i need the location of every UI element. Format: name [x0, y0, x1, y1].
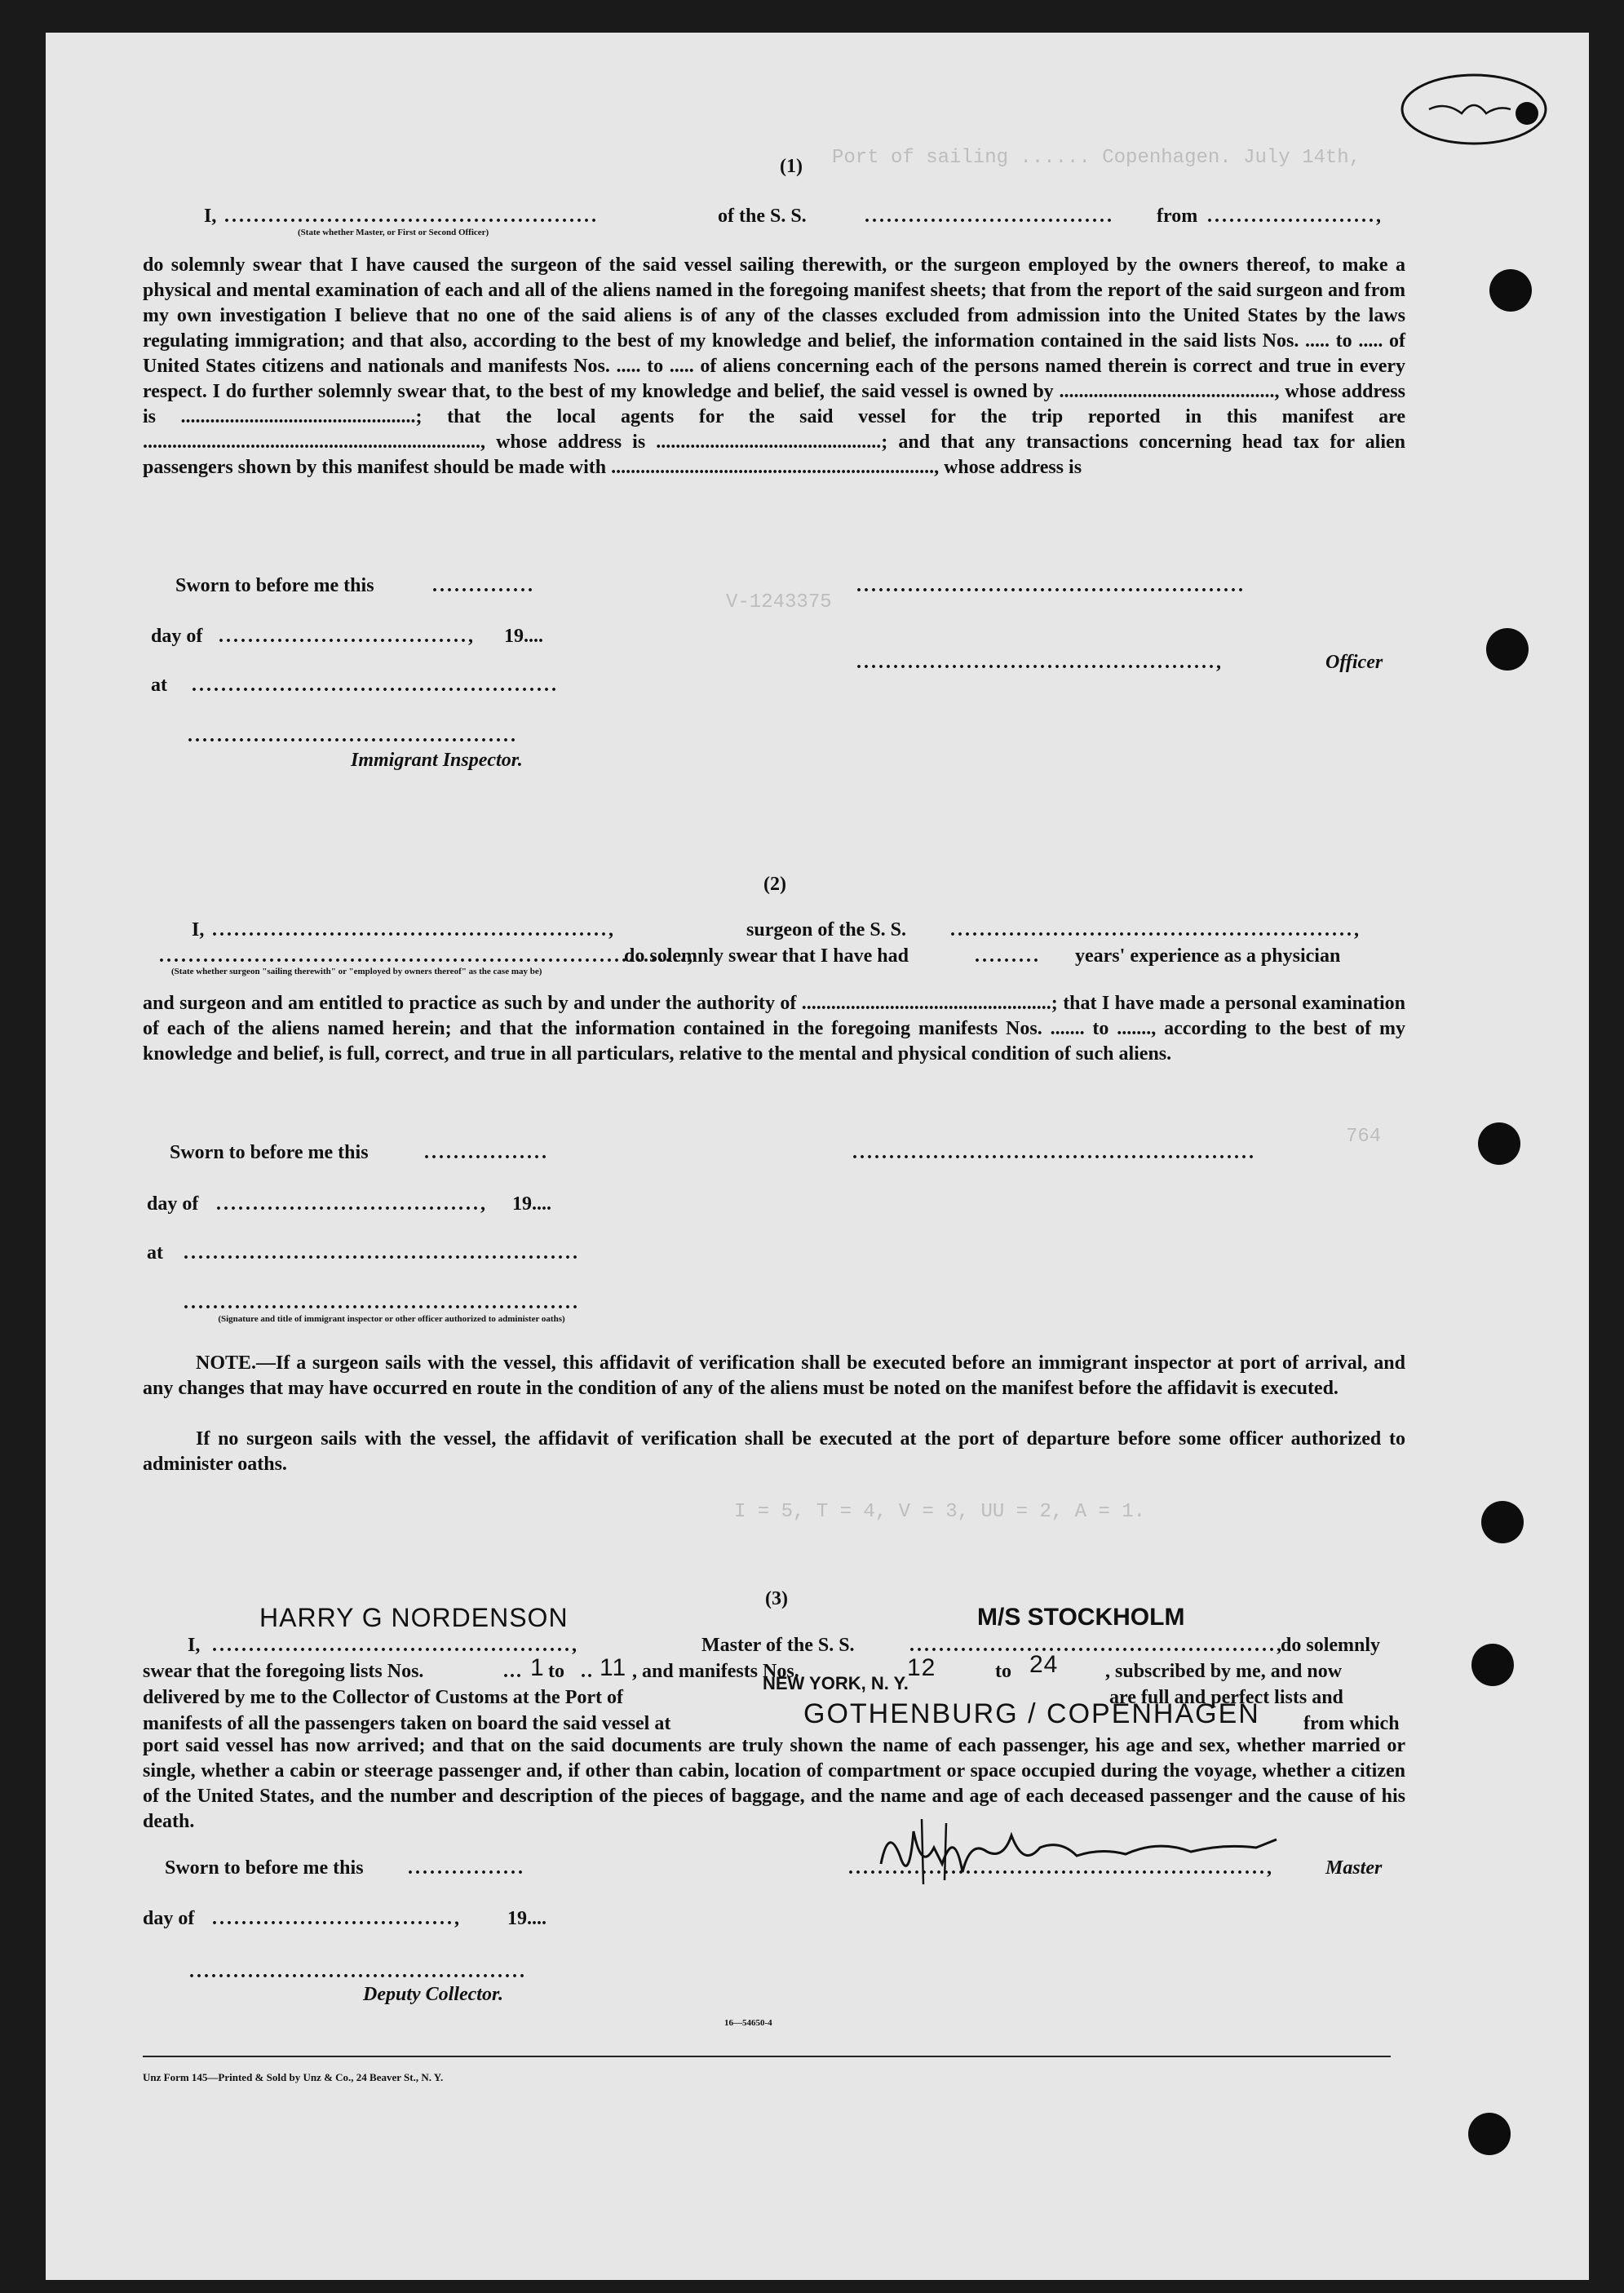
punch-hole: [1478, 1122, 1520, 1165]
manifests-from-handwritten: 12: [907, 1654, 936, 1681]
master-label: Master: [1325, 1857, 1383, 1879]
note-text: —If a surgeon sails with the vessel, this affidavit of verification shall be executed before an immigrant inspector at port of arrival, and any changes that may have occurred en route in the condition of any of the aliens must be noted on the manifest before the affidavit is executed.: [143, 1352, 1405, 1399]
to-label: to: [548, 1661, 564, 1682]
port-of-arrival: NEW YORK, N. Y.: [763, 1673, 909, 1693]
punch-hole: [1471, 1644, 1514, 1686]
dotted-line: .................................................,: [856, 652, 1224, 673]
dotted-line: .........: [975, 945, 1041, 967]
dotted-line: .................: [424, 1142, 549, 1163]
inspector-signature-line: .............................................: [188, 725, 518, 746]
officer-label: Officer: [1325, 652, 1383, 673]
dotted-line: ......................................................: [184, 1242, 580, 1264]
note-2-paragraph: If no surgeon sails with the vessel, the affidavit of verification shall be executed at the port of departure before some officer authorized to administer oaths.: [143, 1428, 1405, 1475]
manifests-to-handwritten: 24: [1029, 1651, 1059, 1678]
dotted-line: ................: [408, 1857, 525, 1879]
footer-rule: [143, 2056, 1391, 2057]
note-paragraph: [143, 1351, 1405, 1401]
to-label: to: [995, 1661, 1011, 1682]
section-3-oath-paragraph: port said vessel has now arrived; and that on the said documents are truly shown the name of each passenger, his age and sex, whether married or single, whether a cabin or steerage passenger and, if other than cabin, location of compartment or space occupied during the voyage, whether a citizen of the United States, and the number and description of the pieces of baggage, and the name and age of each deceased passenger and the cause of his death.: [143, 1735, 1405, 1832]
section-2-day-label: day of: [147, 1193, 199, 1215]
master-name-handwritten: HARRY G NORDENSON: [259, 1603, 569, 1632]
surgeon-swear-text: do solemnly swear that I have had: [624, 945, 909, 967]
punch-hole: [1486, 628, 1529, 671]
collector-signature-line: ..............................................: [189, 1961, 527, 1982]
section-3-i: I,: [188, 1635, 201, 1656]
section-3-year: 19....: [507, 1908, 546, 1929]
form-code: 16—54650-4: [724, 2018, 772, 2028]
section-1-number: (1): [780, 156, 803, 177]
punch-hole: [1489, 269, 1532, 312]
bleed-through-text: I = 5, T = 4, V = 3, UU = 2, A = 1.: [734, 1501, 1146, 1523]
dotted-line: ........................................................................,: [159, 945, 695, 967]
dotted-line: ..............: [432, 575, 535, 596]
dotted-line: ......................................................,: [212, 919, 616, 941]
from-which-text: from which: [1303, 1713, 1400, 1734]
officer-note: (State whether Master, or First or Second Officer): [298, 228, 489, 237]
section-2-number: (2): [763, 874, 786, 895]
inspector-signature-line-2: ......................................................: [184, 1292, 580, 1313]
dotted-line: ...................................................: [224, 206, 599, 227]
signature-title-note: (Signature and title of immigrant inspector or other officer authorized to administer oaths): [218, 1314, 565, 1324]
section-1-i: I,: [204, 206, 217, 227]
delivered-text: delivered by me to the Collector of Customs at the Port of: [143, 1687, 623, 1708]
circled-mark-icon: [1396, 69, 1551, 150]
master-signature: [865, 1815, 1289, 1888]
dotted-line: ..................................................,: [909, 1635, 1284, 1656]
section-2-sworn-label: Sworn to before me this: [170, 1142, 369, 1163]
deputy-collector-label: Deputy Collector.: [363, 1984, 503, 2005]
lists-to-handwritten: 11: [600, 1654, 627, 1681]
dotted-line: ..................................................: [192, 675, 559, 696]
surgeon-experience-text: years' experience as a physician: [1075, 945, 1341, 967]
section-3-day-label: day of: [143, 1908, 195, 1929]
swear-lists-text: swear that the foregoing lists Nos.: [143, 1661, 424, 1682]
port-of-departure: GOTHENBURG / COPENHAGEN: [803, 1698, 1260, 1729]
section-2-at-label: at: [147, 1242, 163, 1264]
full-perfect-text: are full and perfect lists and: [1109, 1687, 1343, 1708]
master-signature-line: .........................................................,: [848, 1857, 1274, 1879]
dotted-line: .......................,: [1207, 206, 1383, 227]
section-1-day-label: day of: [151, 626, 203, 647]
section-3-number: (3): [765, 1588, 788, 1609]
section-3-sworn-label: Sworn to before me this: [165, 1857, 364, 1879]
officer-signature-line: .....................................................: [856, 575, 1246, 596]
subscribed-text: , subscribed by me, and now: [1105, 1661, 1343, 1682]
bleed-through-text: Port of sailing ...... Copenhagen. July 14th,: [832, 147, 1361, 169]
bleed-through-text: V-1243375: [726, 591, 832, 613]
printer-line: Unz Form 145—Printed & Sold by Unz & Co., 24 Beaver St., N. Y.: [143, 2071, 444, 2083]
section-1-sworn-label: Sworn to before me this: [175, 575, 374, 596]
dotted-line: .......................................................,: [950, 919, 1361, 941]
section-2-oath-paragraph: and surgeon and am entitled to practice as such by and under the authority of ...................................................; that I have made a personal examination of each of the aliens named herein; and that the information contained in the foregoing manifests Nos. ....... to ......., according to the best of my knowledge and belief, is full, correct, and true in all particulars, relative to the mental and physical condition of such aliens.: [143, 993, 1405, 1065]
surgeon-signature-line: .......................................................: [852, 1142, 1256, 1163]
section-1-ship-label: of the S. S.: [718, 206, 807, 227]
note-label: NOTE.: [196, 1352, 257, 1374]
and-manifests-text: , and manifests Nos.: [632, 1661, 799, 1682]
manifests-all-text: manifests of all the passengers taken on board the said vessel at: [143, 1713, 671, 1734]
dotted-line: ...: [503, 1661, 523, 1682]
section-1-oath-paragraph: do solemnly swear that I have caused the surgeon of the said vessel sailing therewith, or the surgeon employed by the owners thereof, to make a physical and mental examination of each and all of the aliens named in the foregoing manifest sheets; that from the report of the said surgeon and from my own investigation I believe that no one of the said aliens is of any of the classes excluded from admission into the United States by the laws regulating immigration; and that also, according to the best of my knowledge and belief, the information contained in the said lists Nos. ..... to ..... of United States citizens and nationals and manifests Nos. ..... to ..... of aliens concerning each of the persons named therein is correct and true in every respect. I do further solemnly swear that, to the best of my knowledge and belief, the said vessel is owned by ............................................, whose address is ................................................; that the local agents for the said vessel for the trip reported in this manifest are ....................................................................., whose address is ..............................................; and that any transactions concerning head tax for alien passengers shown by this manifest should be made with .................................................................., whose address is: [143, 255, 1405, 478]
punch-hole: [1481, 1501, 1524, 1543]
section-2-year: 19....: [512, 1193, 551, 1215]
dotted-line: ..................................,: [219, 626, 476, 647]
section-2-i: I,: [192, 919, 205, 941]
dotted-line: .................................................,: [212, 1635, 579, 1656]
punch-hole: [1468, 2113, 1511, 2155]
immigrant-inspector-label: Immigrant Inspector.: [351, 750, 523, 771]
dotted-line: ....................................,: [216, 1193, 488, 1215]
surgeon-ship-label: surgeon of the S. S.: [746, 919, 907, 941]
ship-name-typed: M/S STOCKHOLM: [977, 1604, 1185, 1631]
master-ship-label: Master of the S. S.: [701, 1635, 855, 1656]
surgeon-note: (State whether surgeon "sailing therewith" or "employed by owners thereof" as the case may be): [171, 967, 542, 976]
dotted-line: ..: [581, 1661, 594, 1682]
section-1-from-label: from: [1157, 206, 1198, 227]
section-1-at-label: at: [151, 675, 167, 696]
lists-from-handwritten: 1: [530, 1654, 545, 1681]
dotted-line: ..................................: [865, 206, 1114, 227]
bleed-through-text: 764: [1346, 1126, 1382, 1148]
dotted-line: .................................,: [212, 1908, 462, 1929]
do-solemnly-text: do solemnly: [1281, 1635, 1381, 1656]
section-1-year: 19....: [504, 626, 543, 647]
